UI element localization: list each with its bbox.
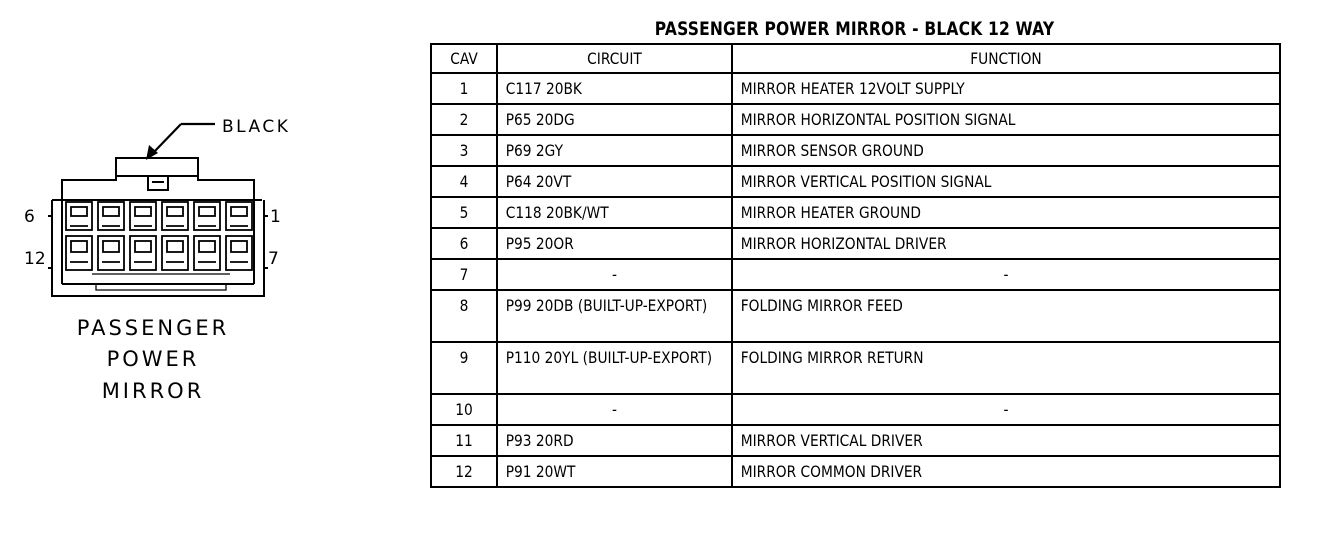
connector-color-label: BLACK (222, 117, 291, 137)
table-row (431, 135, 1280, 166)
cav-cell: 3 (431, 135, 497, 166)
pin-label-7: 7 (268, 249, 279, 269)
table-row (431, 228, 1280, 259)
cavity-12 (66, 236, 92, 270)
table-row (431, 73, 1280, 104)
cavity-8 (194, 236, 220, 270)
connector-name-line-3: MIRROR (101, 379, 205, 403)
table-row (431, 104, 1280, 135)
table-row (431, 290, 1280, 342)
table-row (431, 342, 1280, 394)
circuit-cell: P91 20WT (497, 456, 732, 487)
circuit-cell: P93 20RD (497, 425, 732, 456)
cavity-row-bottom (66, 236, 252, 270)
function-cell: MIRROR SENSOR GROUND (732, 135, 1280, 166)
circuit-cell: P69 2GY (497, 135, 732, 166)
cavity-3 (162, 202, 188, 230)
cav-cell: 1 (431, 73, 497, 104)
function-cell: MIRROR VERTICAL POSITION SIGNAL (732, 166, 1280, 197)
table-title: PASSENGER POWER MIRROR - BLACK 12 WAY (654, 19, 1055, 40)
circuit-cell: C118 20BK/WT (497, 197, 732, 228)
circuit-cell: P110 20YL (BUILT-UP-EXPORT) (497, 342, 732, 394)
cav-cell: 8 (431, 290, 497, 342)
function-cell: FOLDING MIRROR RETURN (732, 342, 1280, 394)
cavity-7 (226, 236, 252, 270)
function-cell: MIRROR HEATER GROUND (732, 197, 1280, 228)
function-cell: MIRROR HORIZONTAL POSITION SIGNAL (732, 104, 1280, 135)
cav-cell: 7 (431, 259, 497, 290)
cav-cell: 5 (431, 197, 497, 228)
cavity-4 (130, 202, 156, 230)
cavity-10 (130, 236, 156, 270)
table-header-row (431, 44, 1280, 73)
function-cell: MIRROR VERTICAL DRIVER (732, 425, 1280, 456)
function-cell: MIRROR COMMON DRIVER (732, 456, 1280, 487)
pin-label-1: 1 (270, 207, 281, 227)
function-cell: - (732, 394, 1280, 425)
cav-cell: 6 (431, 228, 497, 259)
circuit-cell: P95 20OR (497, 228, 732, 259)
table-row (431, 197, 1280, 228)
table-row (431, 166, 1280, 197)
circuit-cell: - (497, 394, 732, 425)
cavity-5 (98, 202, 124, 230)
header-cav: CAV (431, 44, 497, 73)
circuit-cell: C117 20BK (497, 73, 732, 104)
function-cell: MIRROR HEATER 12VOLT SUPPLY (732, 73, 1280, 104)
cav-cell: 2 (431, 104, 497, 135)
circuit-cell: P99 20DB (BUILT-UP-EXPORT) (497, 290, 732, 342)
header-circuit: CIRCUIT (497, 44, 732, 73)
header-function: FUNCTION (732, 44, 1280, 73)
cav-cell: 4 (431, 166, 497, 197)
pin-label-12: 12 (24, 249, 46, 269)
table-row (431, 425, 1280, 456)
table-row (431, 259, 1280, 290)
circuit-cell: P64 20VT (497, 166, 732, 197)
circuit-cell: P65 20DG (497, 104, 732, 135)
cavity-11 (98, 236, 124, 270)
connector-name-line-1: PASSENGER (76, 316, 230, 340)
cav-cell: 11 (431, 425, 497, 456)
table-row (431, 456, 1280, 487)
cav-cell: 12 (431, 456, 497, 487)
cav-cell: 10 (431, 394, 497, 425)
connector-name-line-2: POWER (106, 347, 200, 371)
connector-body (48, 158, 268, 296)
cav-cell: 9 (431, 342, 497, 394)
cavity-9 (162, 236, 188, 270)
pin-label-6: 6 (24, 207, 35, 227)
cavity-2 (194, 202, 220, 230)
cavity-row-top (66, 202, 252, 230)
function-cell: MIRROR HORIZONTAL DRIVER (732, 228, 1280, 259)
black-callout-arrow (154, 124, 215, 152)
function-cell: - (732, 259, 1280, 290)
cavity-6 (66, 202, 92, 230)
circuit-cell: - (497, 259, 732, 290)
cavity-1 (226, 202, 252, 230)
pinout-table (430, 43, 1281, 488)
function-cell: FOLDING MIRROR FEED (732, 290, 1280, 342)
table-row (431, 394, 1280, 425)
connector-diagram (0, 0, 420, 542)
